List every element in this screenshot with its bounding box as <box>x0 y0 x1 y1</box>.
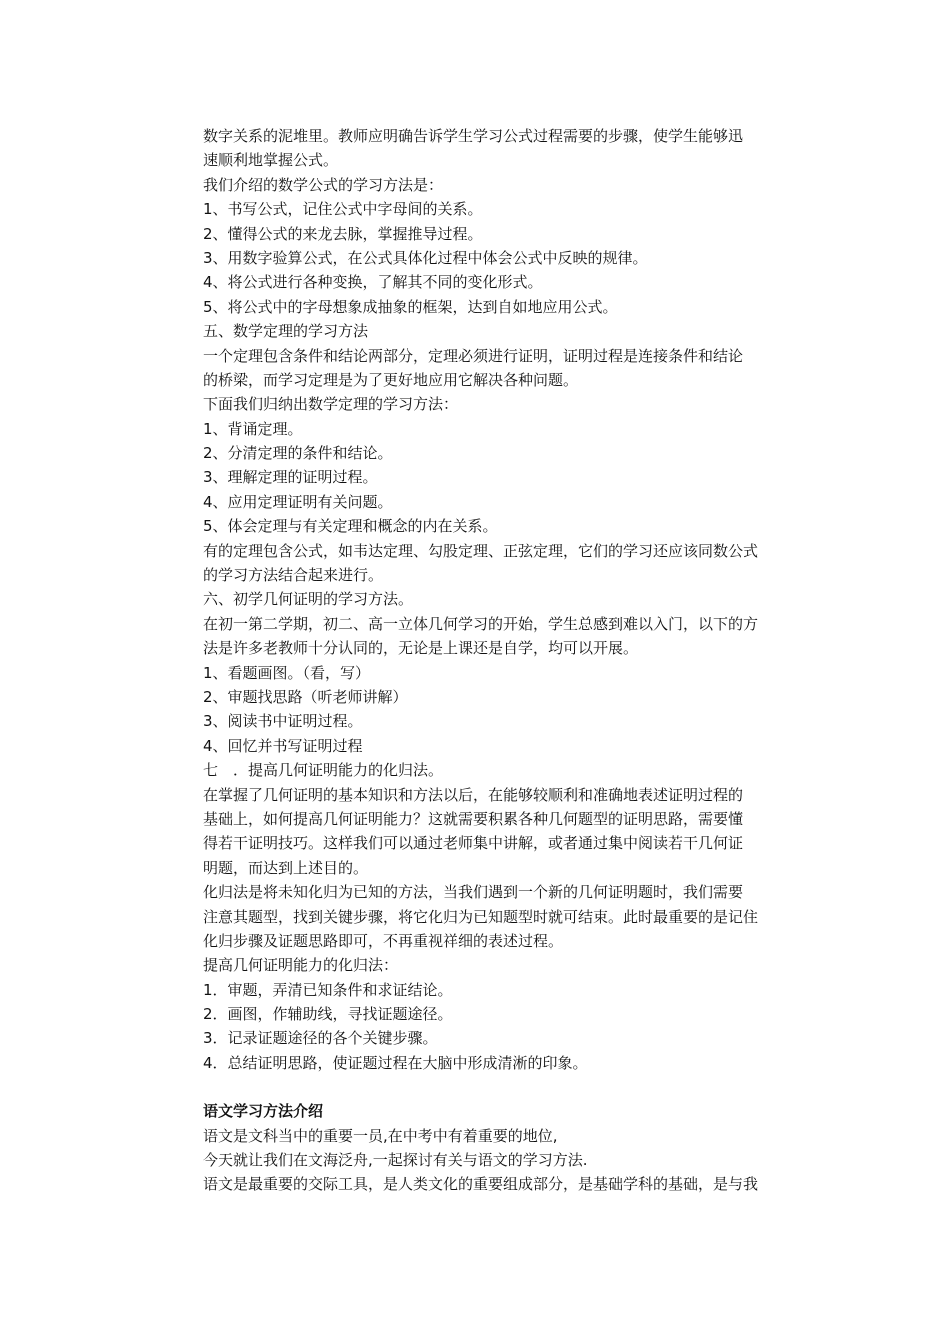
list-item: 3、用数字验算公式，在公式具体化过程中体会公式中反映的规律。 <box>203 248 648 267</box>
section-title: 语文学习方法介绍 <box>203 1102 324 1121</box>
text-line: 得若干证明技巧。这样我们可以通过老师集中讲解，或者通过集中阅读若干几何证 <box>203 834 744 853</box>
list-item: 4、回忆并书写证明过程 <box>203 736 363 755</box>
list-item: 1、背诵定理。 <box>203 419 303 438</box>
text-line: 在掌握了几何证明的基本知识和方法以后，在能够较顺利和准确地表述证明过程的 <box>203 785 744 804</box>
list-item: 1、看题画图。（看，写） <box>203 663 371 682</box>
text-line: 法是许多老教师十分认同的，无论是上课还是自学，均可以开展。 <box>203 639 639 658</box>
text-line: 在初一第二学期，初二、高一立体几何学习的开始，学生总感到难以入门，以下的方 <box>203 614 759 633</box>
text-line: 数字关系的泥堆里。教师应明确告诉学生学习公式过程需要的步骤，使学生能够迅 <box>203 127 744 145</box>
list-item: 1．审题，弄清已知条件和求证结论。 <box>203 980 453 999</box>
list-item: 3．记录证题途径的各个关键步骤。 <box>203 1029 438 1048</box>
section-heading: 七 ．提高几何证明能力的化归法。 <box>203 761 444 780</box>
text-line: 一个定理包含条件和结论两部分，定理必须进行证明，证明过程是连接条件和结论 <box>203 346 744 365</box>
text-line: 化归法是将未知化归为已知的方法，当我们遇到一个新的几何证明题时，我们需要 <box>203 883 744 902</box>
list-item: 2、审题找思路（听老师讲解） <box>203 687 408 706</box>
list-item: 4、应用定理证明有关问题。 <box>203 492 393 511</box>
list-item: 3、阅读书中证明过程。 <box>203 712 363 731</box>
list-item: 5、体会定理与有关定理和概念的内在关系。 <box>203 517 498 536</box>
text-line: 今天就让我们在文海泛舟,一起探讨有关与语文的学习方法. <box>203 1151 588 1170</box>
list-item: 5、将公式中的字母想象成抽象的框架，达到自如地应用公式。 <box>203 297 618 316</box>
document-body <box>203 124 813 1197</box>
text-line: 基础上，如何提高几何证明能力？这就需要积累各种几何题型的证明思路，需要懂 <box>203 809 744 828</box>
list-item: 2、懂得公式的来龙去脉，掌握推导过程。 <box>203 224 483 243</box>
text-line: 语文是文科当中的重要一员,在中考中有着重要的地位, <box>203 1126 558 1145</box>
text-line: 我们介绍的数学公式的学习方法是： <box>203 175 444 194</box>
text-line: 的桥梁，而学习定理是为了更好地应用它解决各种问题。 <box>203 370 579 389</box>
text-line: 有的定理包含公式，如韦达定理、勾股定理、正弦定理，它们的学习还应该同数公式 <box>203 541 759 560</box>
list-item: 1、书写公式，记住公式中字母间的关系。 <box>203 200 483 219</box>
list-item: 4．总结证明思路，使证题过程在大脑中形成清淅的印象。 <box>203 1053 588 1072</box>
section-heading: 六、初学几何证明的学习方法。 <box>203 590 414 609</box>
text-line: 速顺利地掌握公式。 <box>203 151 339 170</box>
section-gap <box>203 1075 813 1099</box>
chinese-methods-section <box>203 1099 813 1197</box>
text-line: 下面我们归纳出数学定理的学习方法： <box>203 395 459 414</box>
text-line: 化归步骤及证题思路即可，不再重视祥细的表述过程。 <box>203 931 564 950</box>
list-item: 3、理解定理的证明过程。 <box>203 468 378 487</box>
list-item: 2、分清定理的条件和结论。 <box>203 444 393 463</box>
text-line: 注意其题型，找到关键步骤，将它化归为已知题型时就可结束。此时最重要的是记住 <box>203 907 759 926</box>
text-line: 语文是最重要的交际工具，是人类文化的重要组成部分，是基础学科的基础，是与我 <box>203 1175 759 1194</box>
section-heading: 五、数学定理的学习方法 <box>203 322 369 341</box>
text-line: 提高几何证明能力的化归法： <box>203 956 399 975</box>
text-line: 的学习方法结合起来进行。 <box>203 566 384 585</box>
list-item: 4、将公式进行各种变换，了解其不同的变化形式。 <box>203 273 543 292</box>
math-methods-section <box>203 124 813 1075</box>
list-item: 2．画图，作辅助线，寻找证题途径。 <box>203 1005 453 1024</box>
text-line: 明题，而达到上述目的。 <box>203 858 369 877</box>
